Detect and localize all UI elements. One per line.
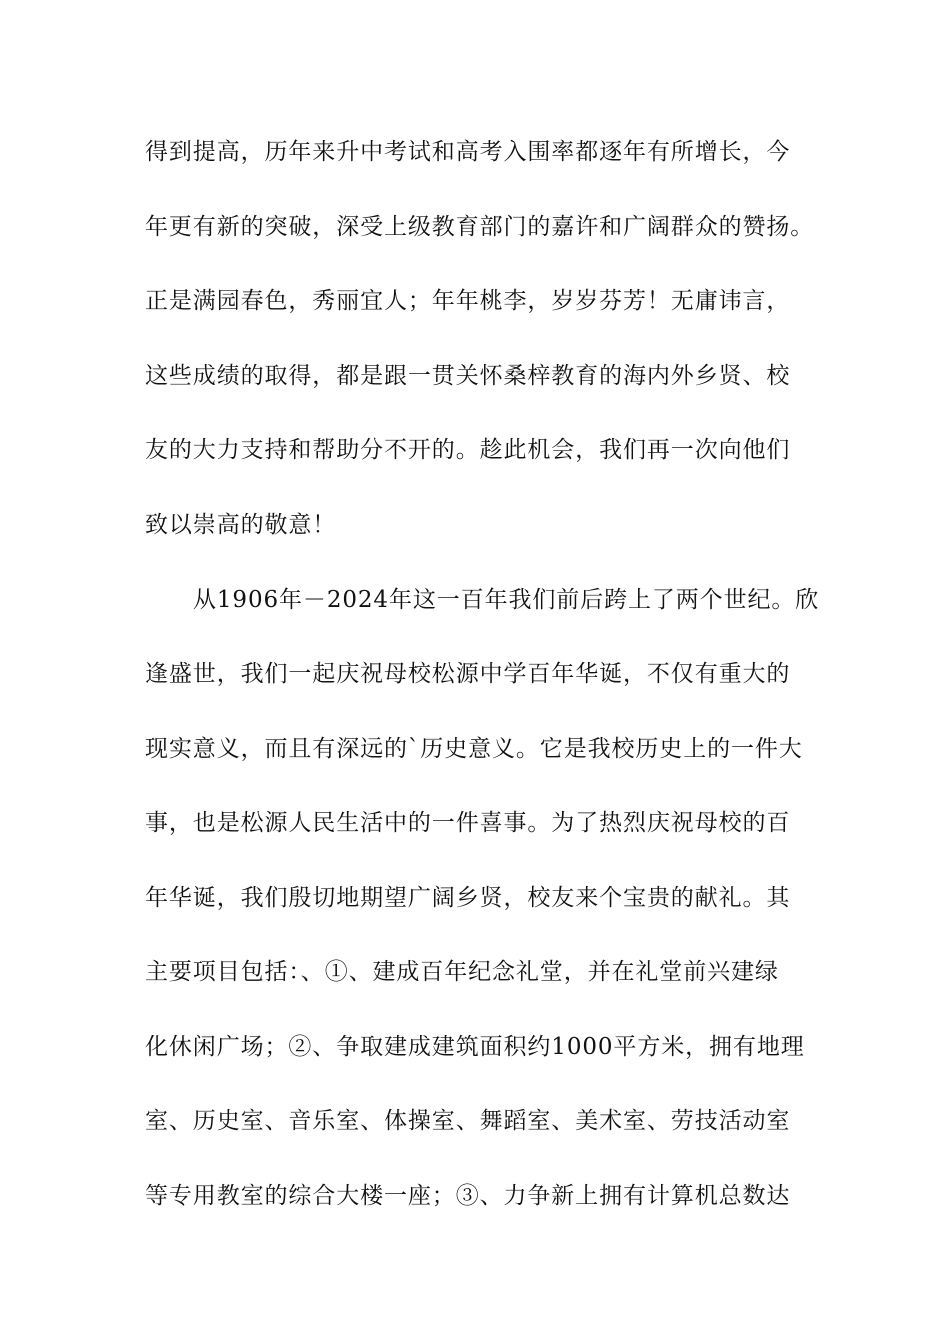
paragraph-2-line-9: 等专用教室的综合大楼一座；③、力争新上拥有计算机总数达 bbox=[145, 1183, 791, 1209]
paragraph-1-line-6: 致以崇高的敬意！ bbox=[145, 512, 337, 538]
paragraph-2-line-7: 化休闲广场；②、争取建成建筑面积约1000平方米，拥有地理 bbox=[145, 1034, 805, 1060]
paragraph-1-line-3: 正是满园春色，秀丽宜人；年年桃李，岁岁芬芳！无庸讳言， bbox=[145, 288, 791, 314]
paragraph-1-line-1: 得到提高，历年来升中考试和高考入围率都逐年有所增长，今 bbox=[145, 139, 791, 165]
paragraph-2-line-8: 室、历史室、音乐室、体操室、舞蹈室、美术室、劳技活动室 bbox=[145, 1108, 791, 1134]
paragraph-2-line-1: 从1906年－2024年这一百年我们前后跨上了两个世纪。欣 bbox=[193, 587, 820, 613]
paragraph-2-line-2: 逢盛世，我们一起庆祝母校松源中学百年华诞，不仅有重大的 bbox=[145, 661, 791, 687]
paragraph-2-line-6: 主要项目包括：、①、建成百年纪念礼堂，并在礼堂前兴建绿 bbox=[145, 959, 779, 985]
paragraph-2-line-4: 事，也是松源人民生活中的一件喜事。为了热烈庆祝母校的百 bbox=[145, 810, 791, 836]
paragraph-2-line-5: 年华诞，我们殷切地期望广阔乡贤，校友来个宝贵的献礼。其 bbox=[145, 885, 791, 911]
paragraph-1-line-4: 这些成绩的取得，都是跟一贯关怀桑梓教育的海内外乡贤、校 bbox=[145, 363, 791, 389]
paragraph-1-line-5: 友的大力支持和帮助分不开的。趁此机会，我们再一次向他们 bbox=[145, 437, 791, 463]
paragraph-1-line-2: 年更有新的突破，深受上级教育部门的嘉许和广阔群众的赞扬。 bbox=[145, 214, 815, 240]
paragraph-2-line-3: 现实意义，而且有深远的`历史意义。它是我校历史上的一件大 bbox=[145, 736, 803, 762]
